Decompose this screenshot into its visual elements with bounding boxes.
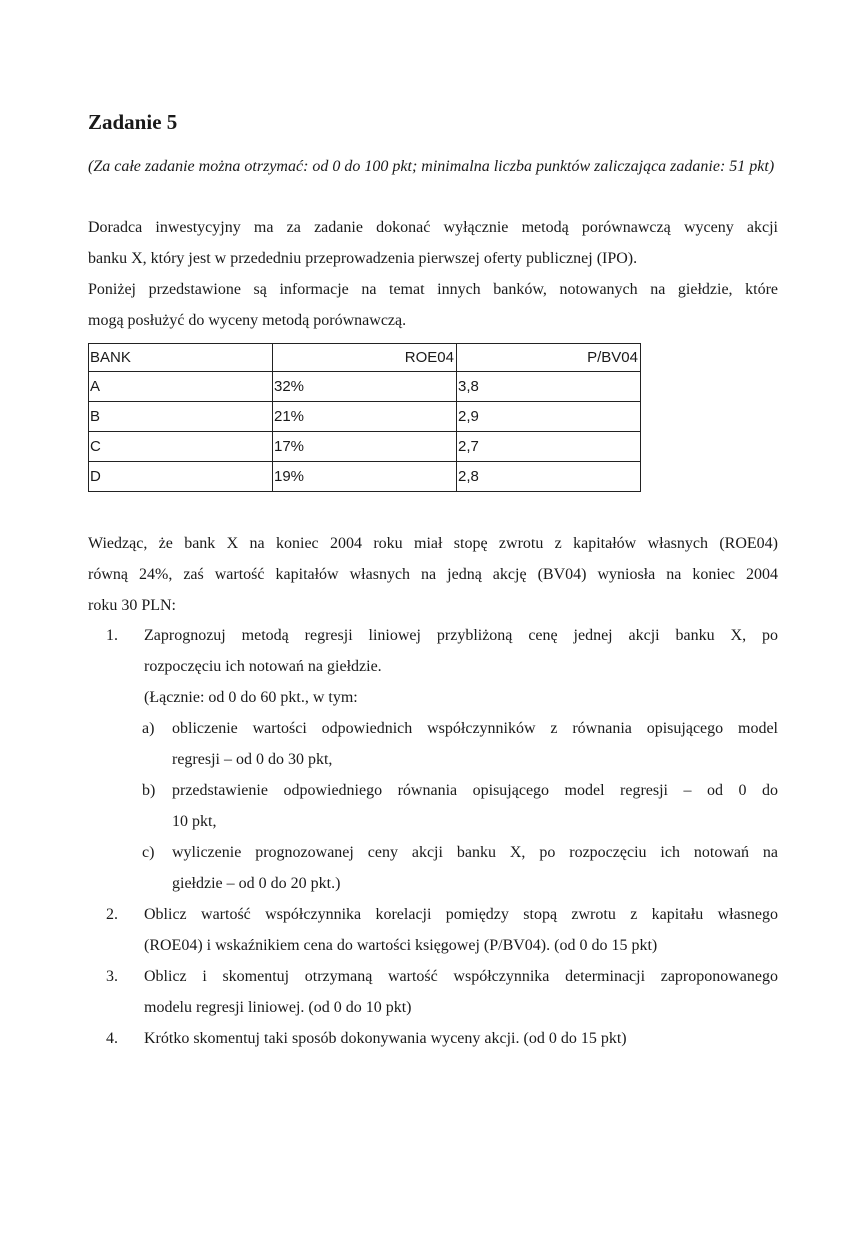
- subtask-label: b): [142, 782, 156, 799]
- table-row: [89, 432, 641, 462]
- header-cell: ROE04: [273, 344, 457, 372]
- task-text: [144, 899, 778, 961]
- subtask-text: [172, 775, 778, 837]
- table-row: [89, 402, 641, 432]
- subtask-label: c): [142, 844, 155, 861]
- table-header-row: [89, 344, 641, 372]
- given-line: Wiedząc, że bank X na koniec 2004 roku miał stopę zwrotu z kapitałów własnych (ROE04): [88, 535, 778, 552]
- task-text: [144, 961, 778, 1023]
- subtask-line: giełdzie – od 0 do 20 pkt.): [172, 875, 341, 892]
- table-row: [89, 462, 641, 492]
- subtask-label: a): [142, 720, 155, 737]
- intro-line: Poniżej przedstawione są informacje na temat innych banków, notowanych na giełdzie, które: [88, 281, 778, 298]
- subtask-line: obliczenie wartości odpowiednich współczynników z równania opisującego model: [172, 720, 778, 737]
- roe-cell: 32%: [273, 372, 457, 402]
- header-cell: P/BV04: [457, 344, 641, 372]
- task-title: Zadanie 5: [88, 110, 178, 134]
- task-line: Zaprognozuj metodą regresji liniowej przybliżoną cenę jednej akcji banku X, po: [144, 627, 778, 644]
- roe-cell: 17%: [273, 432, 457, 462]
- subtask-line: 10 pkt,: [172, 813, 217, 830]
- pbv-cell: 2,9: [457, 402, 641, 432]
- task-line: modelu regresji liniowej. (od 0 do 10 pkt): [144, 999, 412, 1016]
- task-text: [144, 620, 778, 713]
- task-line: Oblicz i skomentuj otrzymaną wartość współczynnika determinacji zaproponowanego: [144, 968, 778, 985]
- pbv-cell: 3,8: [457, 372, 641, 402]
- bank-cell: D: [89, 462, 273, 492]
- task-number: 1.: [106, 627, 118, 644]
- subtask-line: wyliczenie prognozowanej ceny akcji banku X, po rozpoczęciu ich notowań na: [172, 844, 778, 861]
- task-line: Krótko skomentuj taki sposób dokonywania wyceny akcji. (od 0 do 15 pkt): [144, 1030, 627, 1047]
- subtask-line: regresji – od 0 do 30 pkt,: [172, 751, 333, 768]
- pbv-cell: 2,7: [457, 432, 641, 462]
- task-line: (ROE04) i wskaźnikiem cena do wartości księgowej (P/BV04). (od 0 do 15 pkt): [144, 937, 658, 954]
- task-line: rozpoczęciu ich notowań na giełdzie.: [144, 658, 382, 675]
- intro-line: banku X, który jest w przededniu przeprowadzenia pierwszej oferty publicznej (IPO).: [88, 250, 638, 267]
- bank-cell: C: [89, 432, 273, 462]
- task-line: (Łącznie: od 0 do 60 pkt., w tym:: [144, 689, 358, 706]
- roe-cell: 19%: [273, 462, 457, 492]
- intro-line: Doradca inwestycyjny ma za zadanie dokonać wyłącznie metodą porównawczą wyceny akcji: [88, 219, 778, 236]
- task-number: 2.: [106, 906, 118, 923]
- subtask-text: [172, 837, 778, 899]
- header-cell: BANK: [89, 344, 273, 372]
- given-line: roku 30 PLN:: [88, 597, 176, 614]
- bank-cell: B: [89, 402, 273, 432]
- points-note: (Za całe zadanie można otrzymać: od 0 do 100 pkt; minimalna liczba punktów zaliczająca zadanie: 51 pkt): [88, 158, 775, 175]
- task-text: [144, 1023, 778, 1054]
- task-line: Oblicz wartość współczynnika korelacji pomiędzy stopą zwrotu z kapitału własnego: [144, 906, 778, 923]
- intro-line: mogą posłużyć do wyceny metodą porównawczą.: [88, 312, 407, 329]
- subtask-text: [172, 713, 778, 775]
- bank-cell: A: [89, 372, 273, 402]
- given-line: równą 24%, zaś wartość kapitałów własnych na jedną akcję (BV04) wyniosła na koniec 2004: [88, 566, 778, 583]
- given-paragraph: [88, 528, 778, 621]
- task-number: 4.: [106, 1030, 118, 1047]
- intro-paragraph: [88, 212, 778, 336]
- task-number: 3.: [106, 968, 118, 985]
- pbv-cell: 2,8: [457, 462, 641, 492]
- table-row: [89, 372, 641, 402]
- roe-cell: 21%: [273, 402, 457, 432]
- banks-table: [88, 343, 641, 492]
- subtask-line: przedstawienie odpowiedniego równania opisującego model regresji – od 0 do: [172, 782, 778, 799]
